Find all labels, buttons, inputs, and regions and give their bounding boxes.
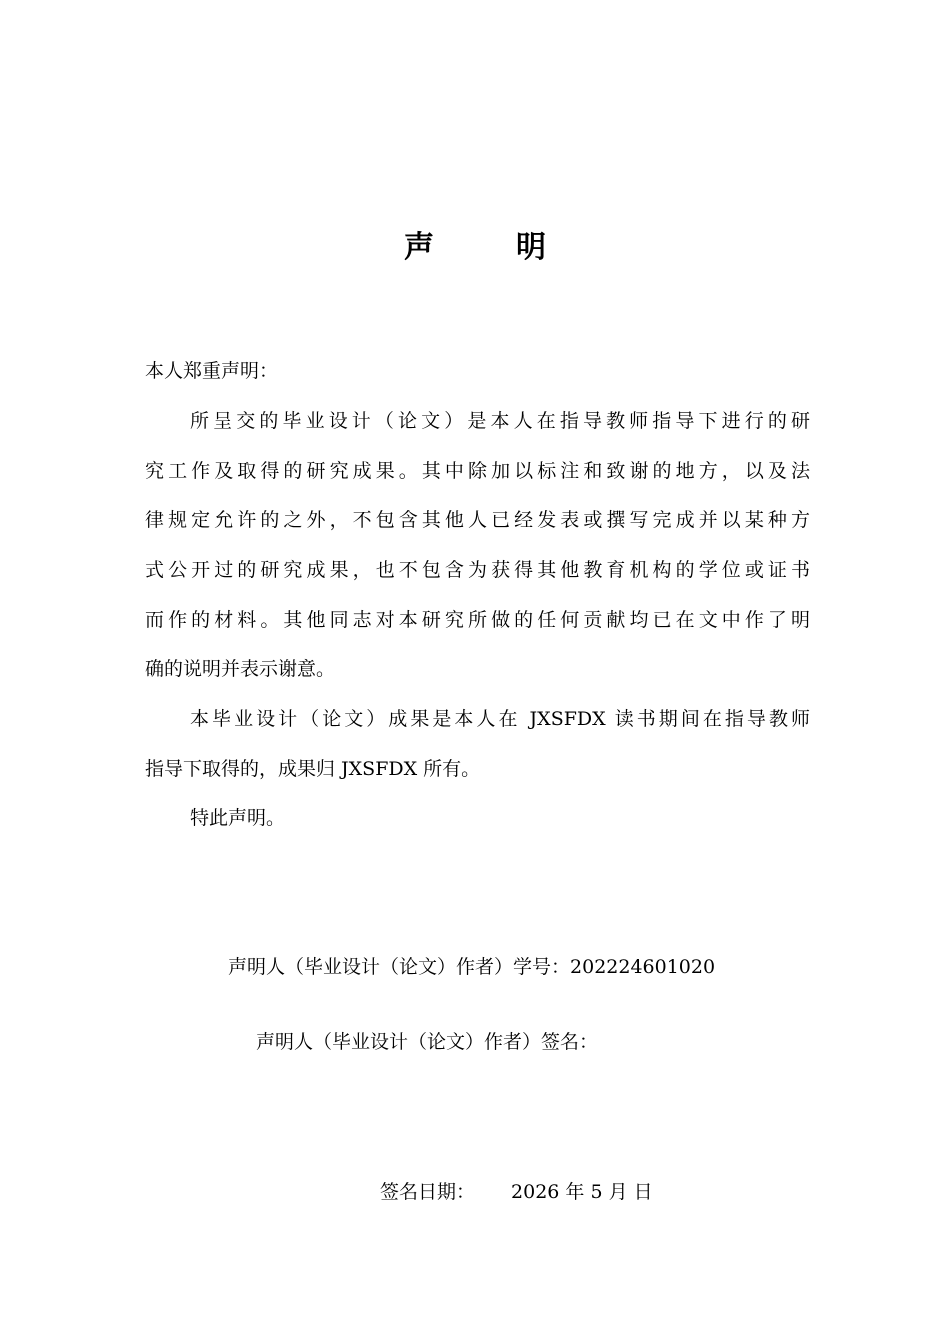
title-char-2: 明 <box>516 230 546 265</box>
student-id-row <box>228 955 715 979</box>
para1-line-3: 律规定允许的之外，不包含其他人已经发表或撰写完成并以某种方 <box>145 509 810 531</box>
signature-row <box>256 1030 598 1054</box>
para1-line-1: 所呈交的毕业设计（论文）是本人在指导教师指导下进行的研 <box>190 410 810 432</box>
para2-line-2: 指导下取得的，成果归 JXSFDX 所有。 <box>145 758 481 780</box>
para1-line-4: 式公开过的研究成果，也不包含为获得其他教育机构的学位或证书 <box>145 559 810 581</box>
para1-line-2: 究工作及取得的研究成果。其中除加以标注和致谢的地方，以及法 <box>145 460 810 482</box>
signature-label: 声明人（毕业设计（论文）作者）签名： <box>256 1031 599 1053</box>
student-id-label: 声明人（毕业设计（论文）作者）学号： <box>228 956 571 978</box>
opening-line: 本人郑重声明： <box>145 360 279 382</box>
para2-line-1: 本毕业设计（论文）成果是本人在 JXSFDX 读书期间在指导教师 <box>190 708 810 730</box>
date-row <box>380 1180 653 1204</box>
closing-line: 特此声明。 <box>190 807 286 829</box>
date-label: 签名日期： <box>380 1181 476 1203</box>
title-char-1: 声 <box>404 230 434 265</box>
student-id-value: 202224601020 <box>570 956 716 978</box>
para1-line-5: 而作的材料。其他同志对本研究所做的任何贡献均已在文中作了明 <box>145 609 810 631</box>
date-value: 2026 年 5 月 日 <box>511 1181 653 1203</box>
para1-line-6: 确的说明并表示谢意。 <box>145 658 336 680</box>
page-title <box>0 222 950 266</box>
